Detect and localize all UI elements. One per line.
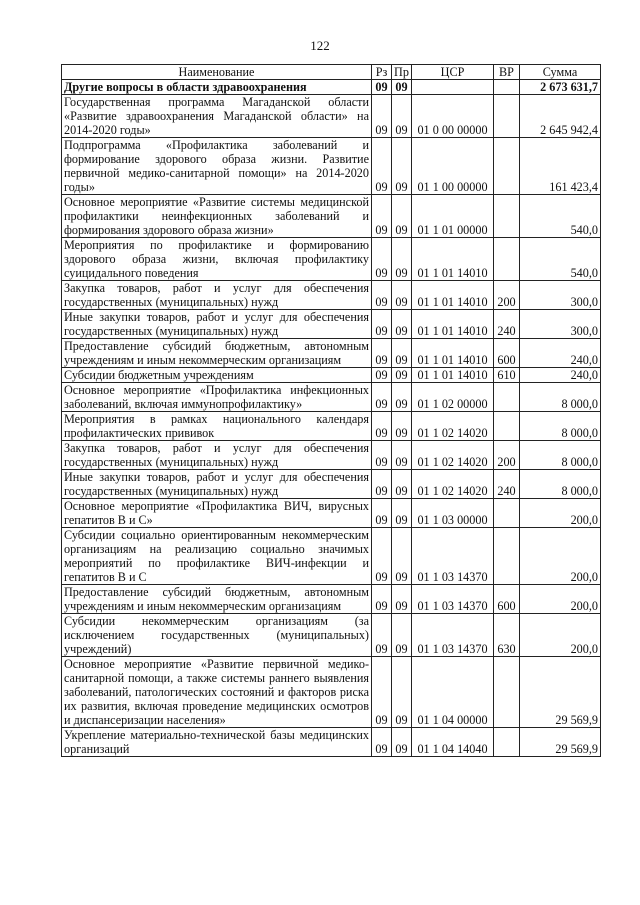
row-name: Подпрограмма «Профилактика заболеваний и формирование здорового образа жизни. Развитие первичной медико-санитарной помощи» на 2014-2020 годы» — [62, 138, 372, 195]
row-name: Основное мероприятие «Профилактика ВИЧ, вирусных гепатитов В и С» — [62, 499, 372, 528]
row-vr — [494, 528, 520, 585]
row-rz: 09 — [372, 195, 392, 238]
row-csr: 01 1 03 00000 — [412, 499, 494, 528]
row-vr — [494, 80, 520, 95]
header-csr: ЦСР — [412, 65, 494, 80]
row-sum: 2 645 942,4 — [520, 95, 601, 138]
row-name: Предоставление субсидий бюджетным, автономным учреждениям и иным некоммерческим организациям — [62, 339, 372, 368]
row-name: Основное мероприятие «Развитие первичной медико-санитарной помощи, а также системы раннего выявления заболеваний, патологических состояний и факторов риска их развития, включая проведение медицинских осмотров и диспансеризации населения» — [62, 657, 372, 728]
row-vr — [494, 195, 520, 238]
row-csr: 01 1 02 14020 — [412, 470, 494, 499]
row-vr — [494, 728, 520, 757]
row-name: Основное мероприятие «Профилактика инфекционных заболеваний, включая иммунопрофилактику» — [62, 383, 372, 412]
table-header-row — [62, 65, 601, 80]
row-rz: 09 — [372, 441, 392, 470]
row-sum: 240,0 — [520, 368, 601, 383]
row-name: Иные закупки товаров, работ и услуг для обеспечения государственных (муниципальных) нужд — [62, 310, 372, 339]
table-row — [62, 95, 601, 138]
row-vr: 200 — [494, 441, 520, 470]
row-name: Закупка товаров, работ и услуг для обеспечения государственных (муниципальных) нужд — [62, 441, 372, 470]
header-pr: Пр — [392, 65, 412, 80]
row-pr: 09 — [392, 339, 412, 368]
row-sum: 8 000,0 — [520, 412, 601, 441]
row-name: Закупка товаров, работ и услуг для обеспечения государственных (муниципальных) нужд — [62, 281, 372, 310]
header-sum: Сумма — [520, 65, 601, 80]
budget-table — [61, 64, 601, 757]
row-pr: 09 — [392, 238, 412, 281]
table-row — [62, 138, 601, 195]
table-row — [62, 383, 601, 412]
row-rz: 09 — [372, 80, 392, 95]
row-sum: 540,0 — [520, 238, 601, 281]
row-pr: 09 — [392, 368, 412, 383]
row-pr: 09 — [392, 585, 412, 614]
row-rz: 09 — [372, 368, 392, 383]
row-pr: 09 — [392, 310, 412, 339]
row-name: Субсидии социально ориентированным некоммерческим организациям на реализацию социально значимых мероприятий по профилактике ВИЧ-инфекции и гепатитов В и С — [62, 528, 372, 585]
row-pr: 09 — [392, 138, 412, 195]
header-name: Наименование — [62, 65, 372, 80]
table-row — [62, 195, 601, 238]
row-csr — [412, 80, 494, 95]
row-name: Основное мероприятие «Развитие системы медицинской профилактики неинфекционных заболеваний и формирования здорового образа жизни» — [62, 195, 372, 238]
row-vr: 200 — [494, 281, 520, 310]
row-sum: 240,0 — [520, 339, 601, 368]
table-row — [62, 499, 601, 528]
row-csr: 01 1 01 14010 — [412, 238, 494, 281]
row-vr — [494, 95, 520, 138]
row-pr: 09 — [392, 528, 412, 585]
table-row — [62, 238, 601, 281]
row-rz: 09 — [372, 499, 392, 528]
row-csr: 01 0 00 00000 — [412, 95, 494, 138]
row-pr: 09 — [392, 80, 412, 95]
row-sum: 161 423,4 — [520, 138, 601, 195]
table-row — [62, 80, 601, 95]
row-sum: 8 000,0 — [520, 441, 601, 470]
row-rz: 09 — [372, 383, 392, 412]
row-vr: 240 — [494, 310, 520, 339]
table-row — [62, 657, 601, 728]
row-csr: 01 1 02 00000 — [412, 383, 494, 412]
header-rz: Рз — [372, 65, 392, 80]
row-vr — [494, 412, 520, 441]
row-pr: 09 — [392, 95, 412, 138]
row-pr: 09 — [392, 657, 412, 728]
row-pr: 09 — [392, 728, 412, 757]
row-sum: 200,0 — [520, 528, 601, 585]
row-vr: 610 — [494, 368, 520, 383]
row-csr: 01 1 03 14370 — [412, 528, 494, 585]
row-vr: 630 — [494, 614, 520, 657]
row-csr: 01 1 00 00000 — [412, 138, 494, 195]
row-rz: 09 — [372, 657, 392, 728]
row-rz: 09 — [372, 614, 392, 657]
row-sum: 200,0 — [520, 614, 601, 657]
row-sum: 300,0 — [520, 310, 601, 339]
row-vr — [494, 238, 520, 281]
row-name: Государственная программа Магаданской области «Развитие здравоохранения Магаданской области» на 2014-2020 годы» — [62, 95, 372, 138]
row-rz: 09 — [372, 238, 392, 281]
table-row — [62, 728, 601, 757]
table-row — [62, 528, 601, 585]
row-csr: 01 1 01 14010 — [412, 368, 494, 383]
row-name: Мероприятия по профилактике и формированию здорового образа жизни, включая профилактику суицидального поведения — [62, 238, 372, 281]
table-row — [62, 585, 601, 614]
row-pr: 09 — [392, 441, 412, 470]
row-sum: 200,0 — [520, 585, 601, 614]
row-csr: 01 1 03 14370 — [412, 614, 494, 657]
row-pr: 09 — [392, 412, 412, 441]
row-sum: 300,0 — [520, 281, 601, 310]
row-csr: 01 1 01 14010 — [412, 281, 494, 310]
row-sum: 29 569,9 — [520, 657, 601, 728]
row-vr — [494, 383, 520, 412]
row-csr: 01 1 02 14020 — [412, 412, 494, 441]
row-name: Другие вопросы в области здравоохранения — [62, 80, 372, 95]
row-pr: 09 — [392, 499, 412, 528]
row-vr — [494, 138, 520, 195]
row-rz: 09 — [372, 412, 392, 441]
row-pr: 09 — [392, 281, 412, 310]
row-pr: 09 — [392, 470, 412, 499]
table-row — [62, 339, 601, 368]
table-row — [62, 614, 601, 657]
row-csr: 01 1 01 14010 — [412, 339, 494, 368]
row-csr: 01 1 01 14010 — [412, 310, 494, 339]
row-name: Иные закупки товаров, работ и услуг для обеспечения государственных (муниципальных) нужд — [62, 470, 372, 499]
row-sum: 200,0 — [520, 499, 601, 528]
table-row — [62, 412, 601, 441]
row-sum: 8 000,0 — [520, 383, 601, 412]
table-row — [62, 310, 601, 339]
row-rz: 09 — [372, 339, 392, 368]
row-rz: 09 — [372, 281, 392, 310]
row-rz: 09 — [372, 310, 392, 339]
row-pr: 09 — [392, 383, 412, 412]
row-csr: 01 1 02 14020 — [412, 441, 494, 470]
table-row — [62, 368, 601, 383]
row-vr — [494, 657, 520, 728]
row-sum: 540,0 — [520, 195, 601, 238]
table-row — [62, 470, 601, 499]
row-pr: 09 — [392, 614, 412, 657]
row-name: Укрепление материально-технической базы медицинских организаций — [62, 728, 372, 757]
row-pr: 09 — [392, 195, 412, 238]
row-rz: 09 — [372, 585, 392, 614]
page-number: 122 — [310, 38, 330, 53]
row-sum: 29 569,9 — [520, 728, 601, 757]
table-row — [62, 441, 601, 470]
row-csr: 01 1 03 14370 — [412, 585, 494, 614]
row-rz: 09 — [372, 95, 392, 138]
row-vr: 240 — [494, 470, 520, 499]
row-rz: 09 — [372, 528, 392, 585]
row-rz: 09 — [372, 138, 392, 195]
row-vr: 600 — [494, 339, 520, 368]
row-csr: 01 1 01 00000 — [412, 195, 494, 238]
row-name: Субсидии некоммерческим организациям (за исключением государственных (муниципальных) учреждений) — [62, 614, 372, 657]
row-name: Мероприятия в рамках национального календаря профилактических прививок — [62, 412, 372, 441]
row-name: Субсидии бюджетным учреждениям — [62, 368, 372, 383]
row-vr: 600 — [494, 585, 520, 614]
row-csr: 01 1 04 00000 — [412, 657, 494, 728]
row-vr — [494, 499, 520, 528]
row-rz: 09 — [372, 470, 392, 499]
header-vr: ВР — [494, 65, 520, 80]
table-row — [62, 281, 601, 310]
row-sum: 8 000,0 — [520, 470, 601, 499]
row-sum: 2 673 631,7 — [520, 80, 601, 95]
row-csr: 01 1 04 14040 — [412, 728, 494, 757]
row-rz: 09 — [372, 728, 392, 757]
row-name: Предоставление субсидий бюджетным, автономным учреждениям и иным некоммерческим организациям — [62, 585, 372, 614]
